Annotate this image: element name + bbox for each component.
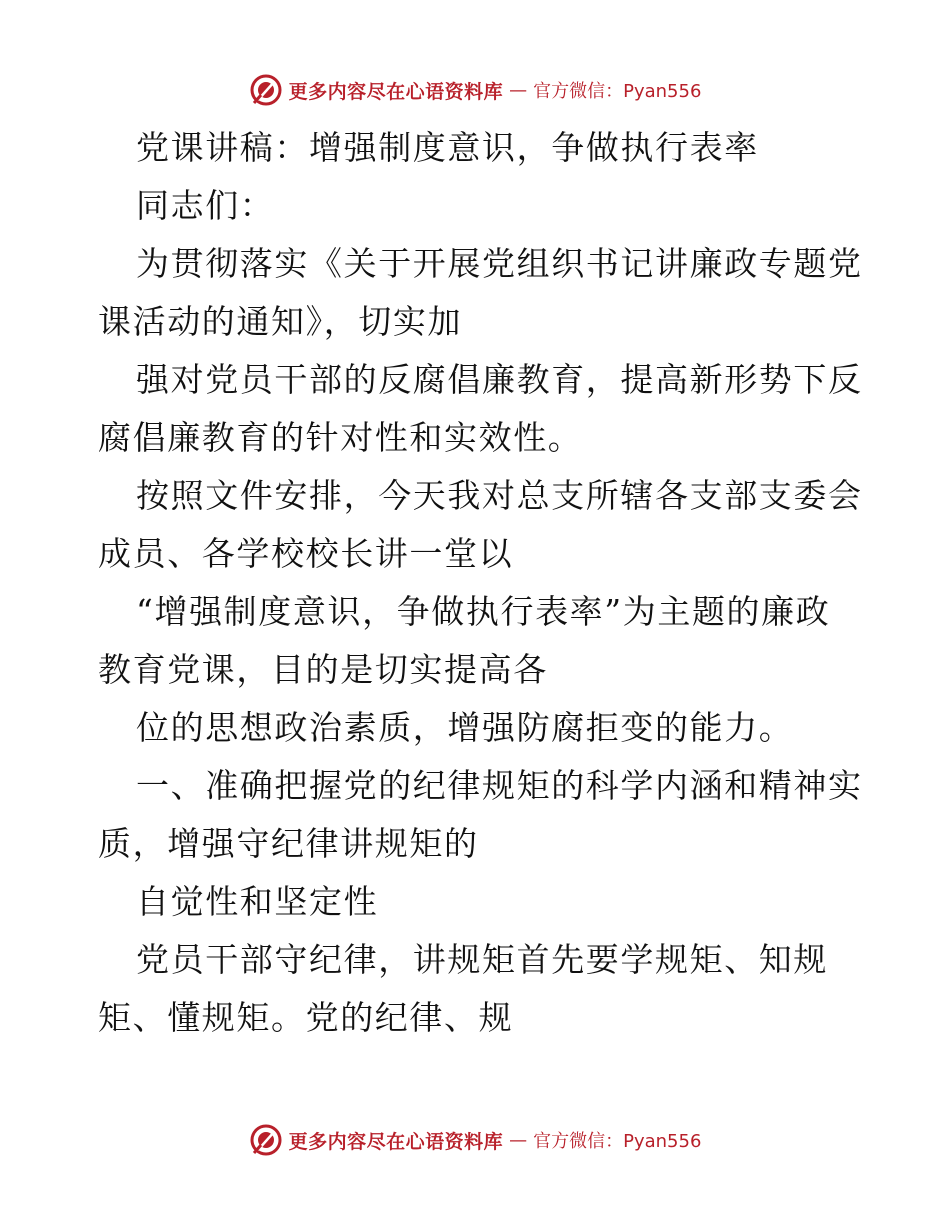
footer-watermark-banner [0,1120,950,1160]
paragraph-line: 腐倡廉教育的针对性和实效性。 [98,418,583,457]
section-heading-line: 一、准确把握党的纪律规矩的科学内涵和精神实 [136,766,863,805]
banner-separator: — [509,1129,528,1151]
paragraph-line: 为贯彻落实《关于开展党组织书记讲廉政专题党 [136,244,863,283]
banner-wechat-text: 官方微信：Pyan556 [533,81,702,102]
salutation: 同志们： [136,186,275,225]
section-heading-line: 自觉性和坚定性 [136,882,379,921]
banner-wechat-text: 官方微信：Pyan556 [533,1131,702,1152]
document-title: 党课讲稿：增强制度意识，争做执行表率 [136,128,759,167]
paragraph-line: 教育党课，目的是切实提高各 [98,650,548,689]
section-heading-line: 质，增强守纪律讲规矩的 [98,824,479,863]
paragraph-line: 矩、懂规矩。党的纪律、规 [98,998,514,1037]
paragraph-line: “增强制度意识，争做执行表率”为主题的廉政 [136,592,831,631]
banner-main-text: 更多内容尽在心语资料库 [288,1130,504,1153]
paragraph-line: 强对党员干部的反腐倡廉教育，提高新形势下反 [136,360,863,399]
banner-main-text: 更多内容尽在心语资料库 [288,80,504,103]
banner-separator: — [509,79,528,101]
paragraph-line: 党员干部守纪律，讲规矩首先要学规矩、知规 [136,940,828,979]
paragraph-line: 课活动的通知》，切实加 [98,302,463,341]
paragraph-line: 按照文件安排，今天我对总支所辖各支部支委会 [136,476,863,515]
paragraph-line: 成员、各学校校长讲一堂以 [98,534,514,573]
red-circle-pen-icon [249,1123,283,1157]
paragraph-line: 位的思想政治素质，增强防腐拒变的能力。 [136,708,794,747]
